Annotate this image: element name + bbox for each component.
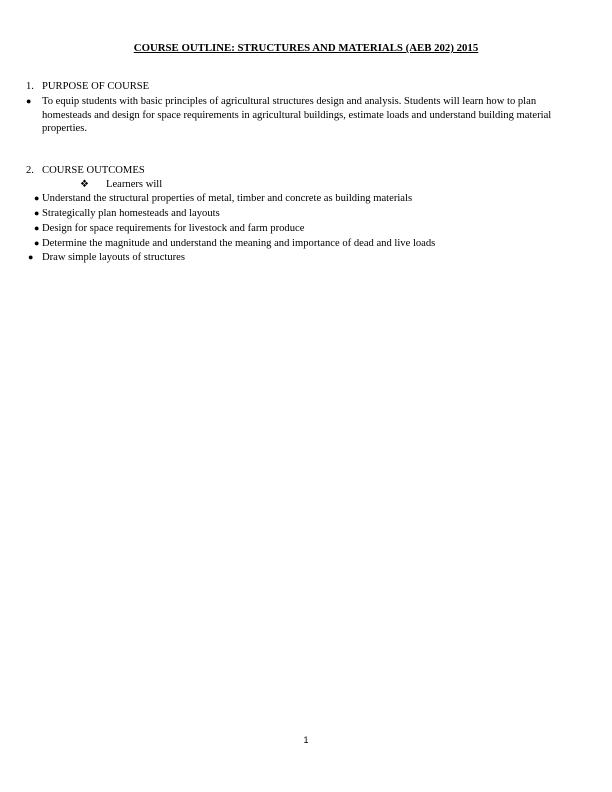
list-item (0, 192, 612, 206)
purpose-bullet (0, 95, 612, 137)
section-heading-text: PURPOSE OF COURSE (42, 81, 150, 92)
document-title: COURSE OUTLINE: STRUCTURES AND MATERIALS (AEB 202) 2015 (133, 42, 479, 54)
section-number: 2. (26, 165, 34, 176)
list-item-text: Strategically plan homesteads and layouts (42, 208, 220, 219)
bullet-icon: ● (34, 193, 40, 203)
list-item (0, 207, 612, 221)
list-item (0, 251, 612, 265)
list-item-text: Understand the structural properties of metal, timber and concrete as building materials (42, 193, 413, 204)
list-item (0, 237, 612, 251)
section-heading-text: COURSE OUTCOMES (42, 165, 145, 176)
diamond-bullet-icon: ❖ (80, 179, 89, 190)
purpose-paragraph: To equip students with basic principles of agricultural structures design and analysis. Students will learn how to plan homesteads and design for space requirements in agricultural buildings, estimate loads and understand building material properties. (42, 96, 552, 134)
section-heading-purpose (0, 80, 612, 94)
outcomes-intro-text: Learners will (106, 179, 163, 190)
bullet-icon: ● (34, 208, 40, 218)
section-heading-outcomes (0, 164, 612, 178)
list-item-text: Draw simple layouts of structures (42, 252, 185, 263)
bullet-icon: ● (26, 96, 32, 106)
section-number: 1. (26, 81, 34, 92)
list-item-text: Design for space requirements for livestock and farm produce (42, 223, 305, 234)
bullet-icon: ● (34, 238, 40, 248)
outcomes-intro (0, 178, 612, 192)
bullet-icon: ● (34, 223, 40, 233)
list-item (0, 222, 612, 236)
bullet-icon: ● (28, 252, 34, 262)
page-number: 1 (303, 735, 309, 745)
list-item-text: Determine the magnitude and understand the meaning and importance of dead and live loads (42, 238, 436, 249)
